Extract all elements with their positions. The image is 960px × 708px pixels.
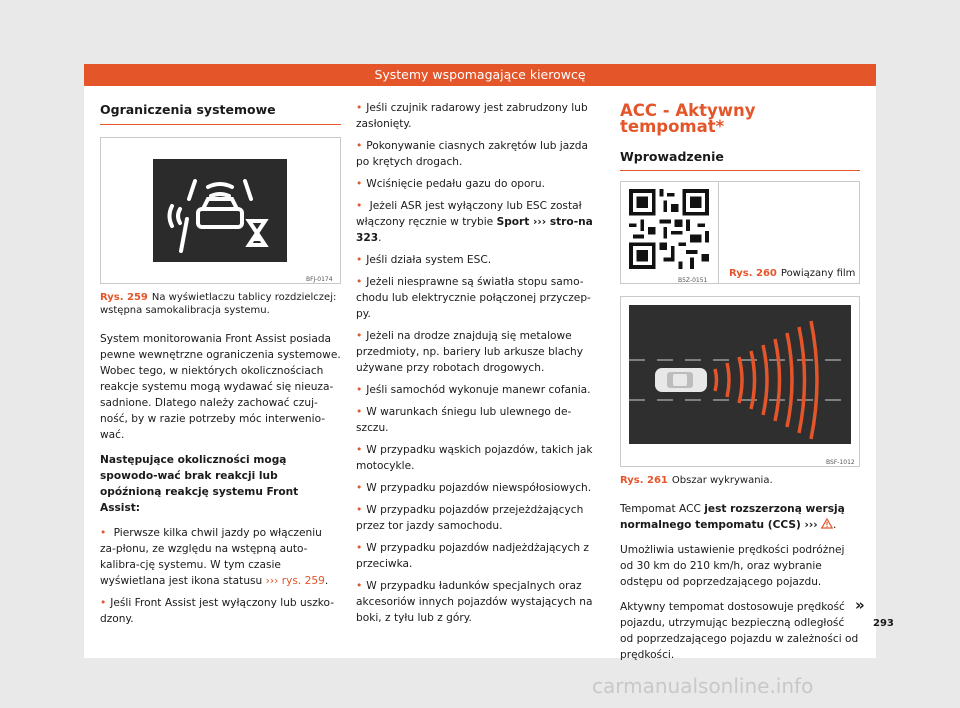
section-title: Ograniczenia systemowe <box>100 100 341 125</box>
figure-ref: Rys. 261 <box>620 475 668 486</box>
warning-link[interactable]: jest rozszerzoną wersją normalnego tempomatu (CCS) ››› <box>620 503 845 531</box>
qr-code-cell[interactable] <box>621 182 719 283</box>
list-item: • W warunkach śniegu lub ulewnego de-szczu. <box>356 404 600 436</box>
list-item-text: Pierwsze kilka chwil jazdy po włączeniu za-płonu, ze względu na wstępną auto-kalibra-cję systemu. W tym czasie wyświetlana jest ikona statusu <box>100 527 322 587</box>
car-icon <box>655 368 707 392</box>
column-middle <box>356 100 600 632</box>
figure-caption <box>729 266 855 282</box>
list-item-text: Jeżeli ASR jest wyłączony lub ESC został włączony ręcznie w trybie <box>356 200 582 228</box>
list-item: • Jeśli samochód wykonuje manewr cofania. <box>356 382 600 398</box>
front-assist-calibration-icon <box>153 159 287 262</box>
page-number: 293 <box>873 618 894 629</box>
bold-heading: Następujące okoliczności mogą spowodo-wać brak reakcji lub opóźnioną reakcję systemu Front Assist: <box>100 454 299 514</box>
list-item: • W przypadku ładunków specjalnych oraz akcesoriów innych pojazdów wystających na boki, z tyłu lub z góry. <box>356 578 600 626</box>
punctuation: . <box>378 232 382 244</box>
chapter-title: ACC - Aktywny tempomat* <box>620 101 756 136</box>
qr-code-icon <box>629 189 709 269</box>
figure-caption <box>100 291 341 317</box>
figure-259 <box>100 137 341 284</box>
warning-triangle-icon <box>821 518 833 529</box>
list-item: • W przypadku wąskich pojazdów, takich jak motocykle. <box>356 442 600 474</box>
figure-code: BSF-1012 <box>826 459 855 466</box>
paragraph-text: Tempomat ACC <box>620 503 705 515</box>
figure-260 <box>620 181 860 284</box>
chapter-header: Systemy wspomagające kierowcę <box>84 64 876 86</box>
watermark: carmanualsonline.info <box>592 674 814 698</box>
dashboard-display-image <box>153 159 287 262</box>
figure-code: B5Z-0151 <box>678 277 708 284</box>
column-right <box>620 100 860 672</box>
caption-text: Powiązany film <box>780 268 856 279</box>
list-item: • Jeśli czujnik radarowy jest zabrudzony lub zasłonięty. <box>356 100 600 132</box>
page-link[interactable]: Sport ››› stro-na 323 <box>356 216 593 244</box>
paragraph: System monitorowania Front Assist posiada pewne wewnętrzne ograniczenia systemowe. Wobec tego, w niektórych okolicznościach reakcje systemu mogą wydawać się nieuza-sadnione. Dlatego należy zachować czuj-ność, by w razie potrzeby móc interwenio-wać. <box>100 333 341 441</box>
figure-link[interactable]: ››› rys. 259 <box>265 575 325 587</box>
caption-text: Na wyświetlaczu tablicy rozdzielczej: wstępna samokalibracja systemu. <box>100 292 337 316</box>
figure-ref: Rys. 259 <box>100 292 148 303</box>
radar-detection-diagram <box>629 305 851 444</box>
manual-page <box>84 64 876 661</box>
list-item: • W przypadku pojazdów nadjeżdżających z przeciwka. <box>356 540 600 572</box>
list-item: • W przypadku pojazdów niewspółosiowych. <box>356 480 600 496</box>
list-item: • Jeśli działa system ESC. <box>356 252 600 268</box>
figure-ref: Rys. 260 <box>729 268 777 279</box>
next-page-indicator: » <box>855 596 865 614</box>
figure-caption <box>620 474 860 487</box>
section-title: Wprowadzenie <box>620 149 860 171</box>
list-item: • Jeżeli niesprawne są światła stopu samo-chodu lub elektrycznie połączonej przyczep-py. <box>356 274 600 322</box>
figure-261 <box>620 296 860 467</box>
column-left <box>100 100 341 633</box>
list-item: • W przypadku pojazdów przejeżdżających przez tor jazdy samochodu. <box>356 502 600 534</box>
caption-text: Obszar wykrywania. <box>671 475 773 486</box>
list-item: • Jeśli Front Assist jest wyłączony lub uszko-dzony. <box>100 595 341 627</box>
paragraph <box>620 501 860 533</box>
punctuation: . <box>324 575 329 587</box>
list-item: • Wciśnięcie pedału gazu do oporu. <box>356 176 600 192</box>
list-item <box>100 525 341 589</box>
detection-zone-illustration <box>629 305 851 444</box>
paragraph: Umożliwia ustawienie prędkości podróżnej od 30 km do 210 km/h, oraz wybranie odstępu od poprzedzającego pojazdu. <box>620 544 845 588</box>
list-item: • Pokonywanie ciasnych zakrętów lub jazda po krętych drogach. <box>356 138 600 170</box>
list-item: • Jeżeli na drodze znajdują się metalowe przedmioty, np. bariery lub arkusze blachy używane przy robotach drogowych. <box>356 328 600 376</box>
punctuation: . <box>833 519 837 531</box>
figure-code: BFJ-0174 <box>306 276 333 283</box>
paragraph: Aktywny tempomat dostosowuje prędkość pojazdu, utrzymując bezpieczną odległość od poprzedzającego pojazdu w zależności od prędkości. <box>620 601 859 661</box>
list-item <box>356 198 600 246</box>
